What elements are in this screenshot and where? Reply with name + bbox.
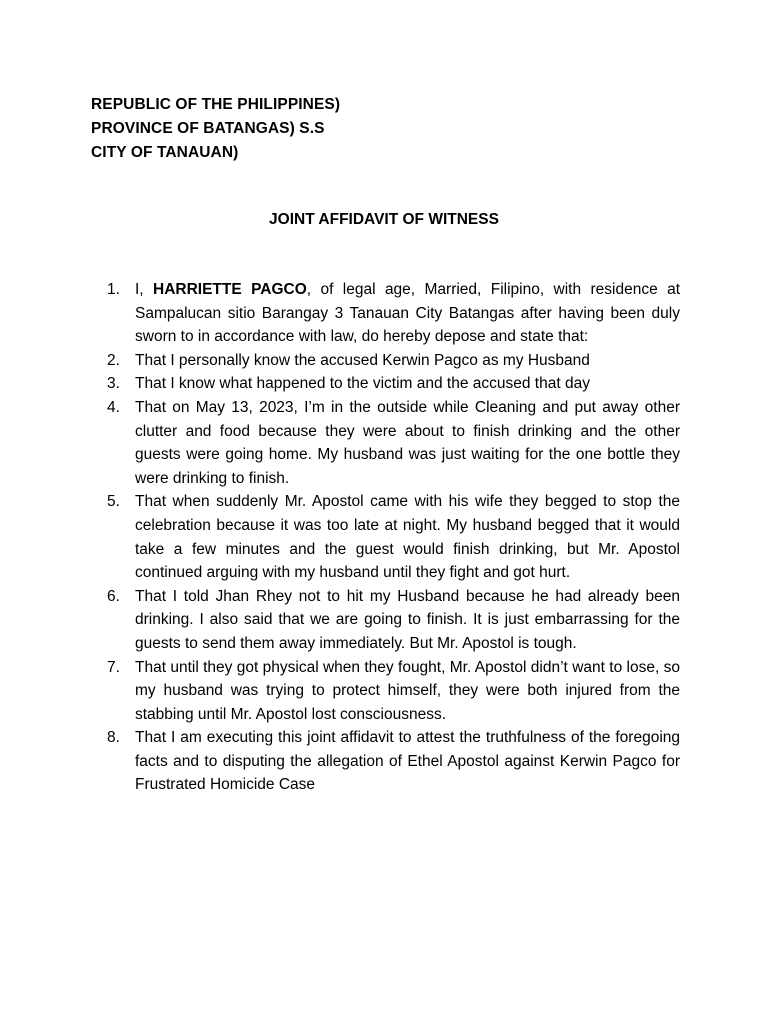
- affidavit-statements: [107, 278, 680, 797]
- statement-number: 2.: [107, 351, 120, 369]
- statement-number: 5.: [107, 493, 120, 511]
- statement-number: 6.: [107, 587, 120, 605]
- statement-text: That I am executing this joint affidavit to attest the truthfulness of the foregoing facts and to disputing the allegation of Ethel Apostol against Kerwin Pagco for Frustrated Homicide Case: [135, 729, 680, 794]
- statement-item: [107, 726, 680, 797]
- statement-item: [107, 372, 680, 396]
- affiant-name: HARRIETTE PAGCO: [153, 281, 307, 298]
- statement-prefix: I,: [135, 281, 154, 298]
- statement-number: 8.: [107, 729, 120, 747]
- statement-text: That I know what happened to the victim and the accused that day: [135, 375, 590, 393]
- statement-item: [107, 490, 680, 584]
- statement-item: [107, 656, 680, 727]
- statement-text: That until they got physical when they fought, Mr. Apostol didn’t want to lose, so my husband was trying to protect himself, they were both injured from the stabbing until Mr. Apostol lost consciousness.: [135, 658, 680, 723]
- statement-text: That I personally know the accused Kerwin Pagco as my Husband: [135, 351, 590, 369]
- statement-number: 3.: [107, 375, 120, 393]
- header-line-province: PROVINCE OF BATANGAS) S.S: [91, 120, 325, 137]
- statement-number: 7.: [107, 658, 120, 676]
- header-line-city: CITY OF TANAUAN): [91, 144, 239, 161]
- statement-item: [107, 585, 680, 656]
- statement-number: 1.: [107, 281, 120, 298]
- statement-item: [107, 278, 680, 349]
- document-title: JOINT AFFIDAVIT OF WITNESS: [269, 211, 499, 228]
- header-line-republic: REPUBLIC OF THE PHILIPPINES): [91, 96, 341, 113]
- venue-header: [91, 93, 340, 165]
- statement-text: That I told Jhan Rhey not to hit my Husband because he had already been drinking. I also said that we are going to finish. It is just embarrassing for the guests to send them away immediately. But Mr. Apostol is tough.: [135, 587, 680, 652]
- statement-text: That on May 13, 2023, I’m in the outside while Cleaning and put away other clutter and food because they were about to finish drinking and the other guests were going home. My husband was just waiting for the one bottle they were drinking to finish.: [135, 398, 680, 487]
- statement-item: [107, 396, 680, 490]
- statement-text: That when suddenly Mr. Apostol came with his wife they begged to stop the celebration because it was too late at night. My husband begged that it would take a few minutes and the guest would finish drinking, but Mr. Apostol continued arguing with my husband until they fight and got hurt.: [135, 493, 680, 582]
- statement-item: [107, 349, 680, 373]
- statement-number: 4.: [107, 398, 120, 416]
- statement-text: , of legal age, Married, Filipino, with residence at Sampalucan sitio Barangay 3 Tanauan City Batangas after having been duly sworn to in accordance with law, do hereby depose and state that:: [135, 281, 681, 346]
